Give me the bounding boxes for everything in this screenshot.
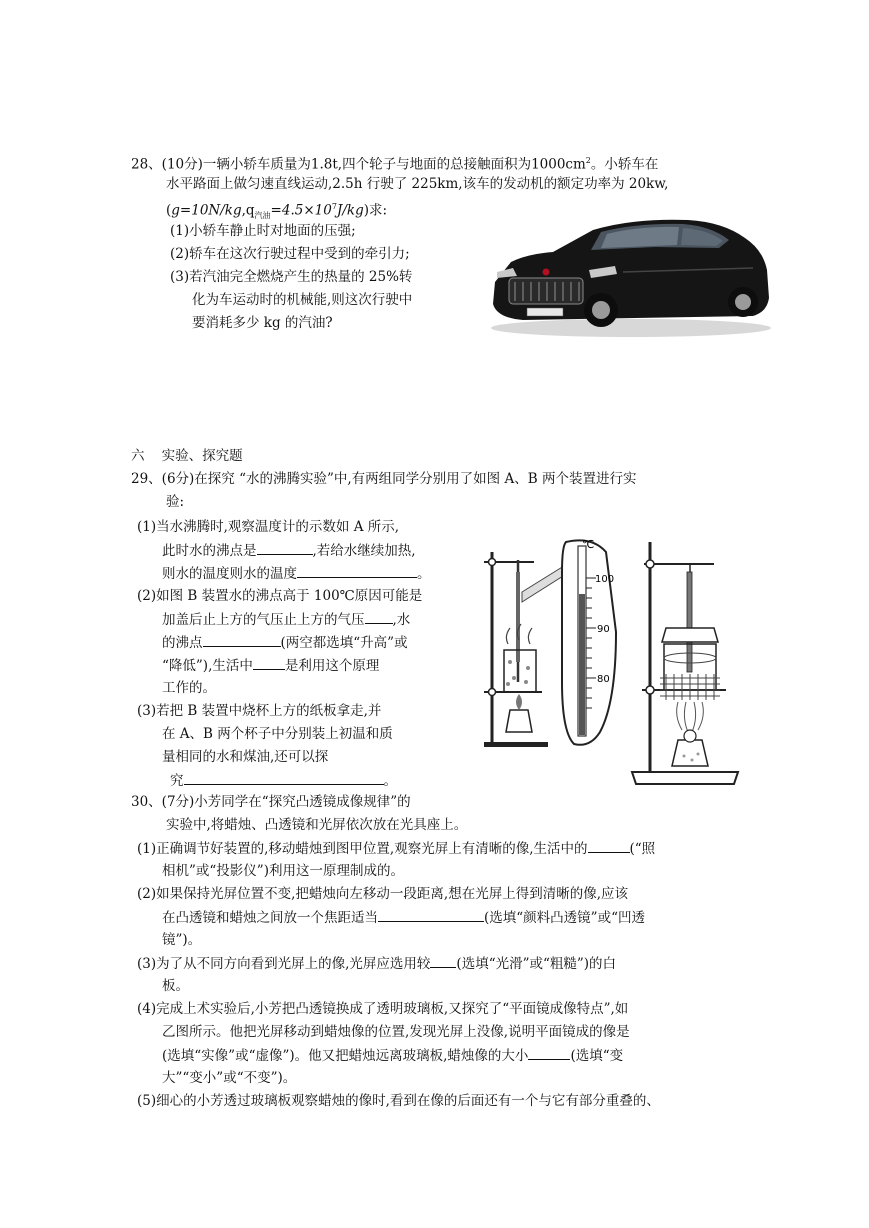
thermometer-tick-90: 90 [597,624,610,635]
q28-area-exponent: 2 [585,156,591,165]
q29-header2: 验: [166,494,185,510]
q30-part4c [162,1045,623,1066]
q30-header: 30、(7分)小芳同学在“探究凸透镜成像规律”的 [131,794,411,810]
q29-part3d [170,770,397,791]
q29-part1c-pre: 则水的温度则水的温度 [162,566,297,582]
q28-part1: (1)小轿车静止时对地面的压强; [170,223,356,239]
thermometer-unit: ℃ [582,538,595,551]
explore-topic-blank[interactable] [184,770,384,785]
thermometer-tick-100: 100 [595,574,615,585]
q28-part3b: 化为车运动时的机械能,则这次行驶中 [192,292,413,308]
q30-part2b [162,907,645,928]
q29-part3d-post: 。 [383,773,397,789]
q30-part1a-pre: (1)正确调节好装置的,移动蜡烛到图甲位置,观察光屏上有清晰的像,生活中的 [137,841,588,857]
q29-part3b: 在 A、B 两个杯子中分别装上初温和质 [162,726,393,742]
q29-part2b-post: ,水 [392,612,411,628]
q30-part1a [137,838,655,859]
q28-line2: 水平路面上做匀速直线运动,2.5h 行驶了 225km,该车的发动机的额定功率为 20kw, [166,176,669,192]
q29-part1b [162,540,416,561]
q29-part2d-pre: “降低”),生活中 [162,658,253,674]
air-pressure-blank[interactable] [365,609,393,624]
q29-part2b [162,609,410,630]
q30-header2: 实验中,将蜡烛、凸透镜和光屏依次放在光具座上。 [166,817,468,833]
q29-part1c [162,563,431,584]
q29-part2c [162,632,408,653]
q28-given-sep: ,q [241,202,255,219]
q30-part5a: (5)细心的小芳透过玻璃板观察蜡烛的像时,看到在像的后面还有一个与它有部分重叠的、 [137,1093,660,1109]
q30-part3a [137,953,616,974]
q28-given-exp: 7 [331,202,337,211]
q30-part4d: 大”“变小”或“不变”)。 [162,1070,297,1086]
q29-part1c-post: 。 [417,566,431,582]
q28-given-q: =4.5×10 [270,202,332,219]
q28-header-text: 28、(10分)一辆小轿车质量为1.8t,四个轮子与地面的总接触面积为1000cm [131,156,586,173]
q28-part3a: (3)若汽油完全燃烧产生的热量的 25%转 [170,269,413,285]
q30-part4c-post: (选填“变 [570,1048,624,1064]
q28-given-g: g=10N/kg [171,202,242,219]
section6-title: 实验、探究题 [161,448,243,464]
q29-part2e: 工作的。 [162,680,216,696]
q29-part2a: (2)如图 B 装置水的沸点高于 100℃原因可能是 [137,588,423,604]
boiling-point-change-blank[interactable] [203,632,281,647]
daily-life-blank[interactable] [253,655,285,670]
q29-part1a: (1)当水沸腾时,观察温度计的示数如 A 所示, [137,519,400,535]
q28-part2: (2)轿车在这次行驶过程中受到的牵引力; [170,246,410,262]
section6-number: 六 [131,448,145,464]
apparatus-b-figure [630,540,740,790]
apparatus-a-figure [482,532,622,754]
q29-part1b-post: ,若给水继续加热, [312,543,416,559]
q29-part2d-post: 是利用这个原理 [284,658,380,674]
q30-part2c: 镜”)。 [162,932,202,948]
q28-given-close: )求: [363,202,388,219]
thermometer-tick-80: 80 [597,674,610,685]
water-temperature-blank[interactable] [297,563,417,578]
q30-part4a: (4)完成上术实验后,小芳把凸透镜换成了透明玻璃板,又探究了“平面镜成像特点”,如 [137,1001,629,1017]
q28-given-sub: 汽油 [254,211,271,221]
section6-heading [131,446,243,466]
q30-part4b: 乙图所示。他把光屏移动到蜡烛像的位置,发现光屏上没像,说明平面镜成的像是 [162,1024,630,1040]
screen-surface-blank[interactable] [430,953,456,968]
camera-projector-blank[interactable] [588,838,630,853]
q29-part2d [162,655,379,676]
q29-part2c-post: (两空都选填“升高”或 [280,635,408,651]
q30-part2a: (2)如果保持光屏位置不变,把蜡烛向左移动一段距离,想在光屏上得到清晰的像,应该 [137,886,628,902]
q29-part3a: (3)若把 B 装置中烧杯上方的纸板拿走,并 [137,703,382,719]
boiling-point-blank[interactable] [257,540,313,555]
q30-part3a-post: (选填“光滑”或“粗糙”)的白 [456,956,617,972]
image-size-blank[interactable] [528,1045,570,1060]
q29-part2b-pre: 加盖后止上方的气压止上方的气压 [162,612,365,628]
car-image [483,212,773,340]
q28-header-tail: 。小轿车在 [590,156,659,173]
q29-part2c-pre: 的沸点 [162,635,203,651]
q28-given-unit: J/kg [336,202,364,219]
q29-part1b-pre: 此时水的沸点是 [162,543,257,559]
q28-given-open: ( [166,202,172,219]
q30-part1a-post: (“照 [629,841,656,857]
q29-part3c: 量相同的水和煤油,还可以探 [162,749,329,765]
q30-part2b-post: (选填“颜料凸透镜”或“凹透 [484,910,645,926]
q30-part2b-pre: 在凸透镜和蜡烛之间放一个焦距适当 [162,910,378,926]
q28-part3c: 要消耗多少 kg 的汽油? [192,315,333,331]
q30-part3b: 板。 [162,978,189,994]
q29-part3d-pre: 究 [170,773,184,789]
q30-part4c-pre: (选填“实像”或“虚像”)。他又把蜡烛远离玻璃板,蜡烛像的大小 [162,1048,529,1064]
q30-part3a-pre: (3)为了从不同方向看到光屏上的像,光屏应选用较 [137,956,431,972]
q29-header: 29、(6分)在探究 “水的沸腾实验”中,有两组同学分别用了如图 A、B 两个装置进行实 [131,471,637,487]
q28-header [131,151,658,175]
q30-part1b: 相机”或“投影仪”)利用这一原理制成的。 [162,863,404,879]
lens-type-blank[interactable] [378,907,484,922]
